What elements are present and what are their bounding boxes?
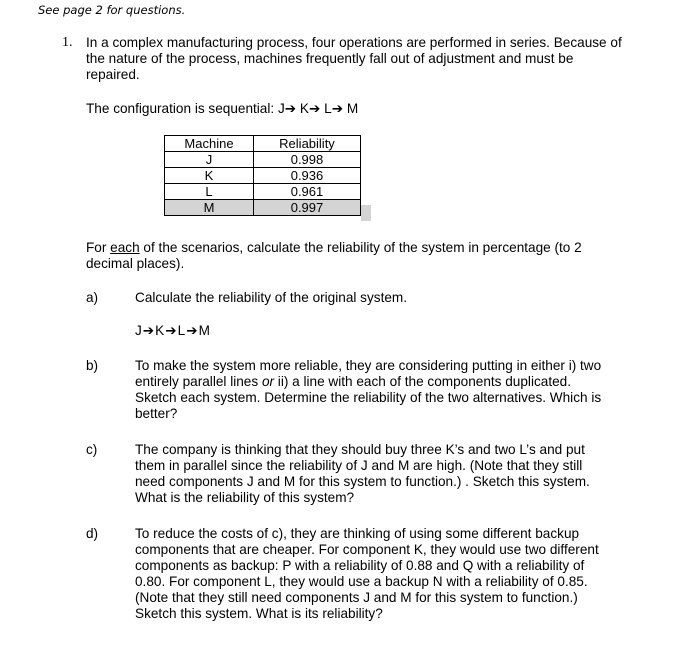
machine-cell: K bbox=[165, 168, 254, 184]
instructions-prefix: For bbox=[86, 240, 111, 255]
part-a-sequence: J➔K➔L➔M bbox=[135, 323, 211, 338]
part-a-text: Calculate the reliability of the original system. bbox=[135, 290, 408, 305]
row-highlight bbox=[361, 205, 371, 221]
part-b-text-italic: or bbox=[261, 374, 275, 389]
instructions bbox=[86, 240, 626, 272]
reliability-cell: 0.997 bbox=[254, 200, 361, 216]
header-reliability: Reliability bbox=[254, 136, 361, 152]
instructions-emphasis: each bbox=[110, 240, 140, 255]
part-d-label: d) bbox=[86, 526, 99, 541]
header-machine: Machine bbox=[165, 136, 254, 152]
table-row bbox=[165, 184, 361, 200]
reliability-cell: 0.998 bbox=[254, 152, 361, 168]
part-b-text-1: To make the system more reliable, they are considering putting in either i) two entirely parallel lines bbox=[135, 358, 602, 389]
reliability-cell: 0.961 bbox=[254, 184, 361, 200]
table-row bbox=[165, 152, 361, 168]
machine-cell: J bbox=[165, 152, 254, 168]
part-b-label: b) bbox=[86, 358, 99, 373]
machine-cell: L bbox=[165, 184, 254, 200]
machine-cell: M bbox=[165, 200, 254, 216]
configuration-statement: The configuration is sequential: J➔ K➔ L➔ M bbox=[86, 101, 359, 116]
part-c-label: c) bbox=[86, 442, 98, 457]
page-note: See page 2 for questions. bbox=[38, 3, 186, 17]
question-intro: In a complex manufacturing process, four operations are performed in series. Because of the nature of the process, machines frequently fall out of adjustment and must be repaired. bbox=[86, 35, 622, 82]
part-c-text: The company is thinking that they should buy three K’s and two L’s and put them in parallel since the reliability of J and M are high. (Note that they still need components J and M for this system to function.) . Sketch this system. What is the reliability of this system? bbox=[135, 442, 590, 505]
table-row bbox=[165, 168, 361, 184]
question-number: 1. bbox=[62, 35, 73, 50]
reliability-cell: 0.936 bbox=[254, 168, 361, 184]
part-a-label: a) bbox=[86, 290, 99, 305]
table-header-row bbox=[165, 136, 361, 152]
instructions-suffix: of the scenarios, calculate the reliability of the system in percentage (to 2 decimal places). bbox=[86, 240, 582, 271]
part-d-text: To reduce the costs of c), they are thinking of using some different backup components that are cheaper. For component K, they would use two different components as backup: P with a reliability of 0.88 and Q with a reliability of 0.80. For component L, they would use a backup N with a reliability of 0.85. (Note that they still need components J and M for this system to function.) Sketch this system. What is its reliability? bbox=[135, 526, 599, 621]
part-b-text bbox=[135, 358, 615, 422]
table-row bbox=[165, 200, 361, 216]
part-b-text-2: ii) a line with each of the components duplicated. Sketch each system. Determine the reliability of the two alternatives. Which is better? bbox=[135, 374, 602, 421]
reliability-table bbox=[164, 135, 361, 216]
